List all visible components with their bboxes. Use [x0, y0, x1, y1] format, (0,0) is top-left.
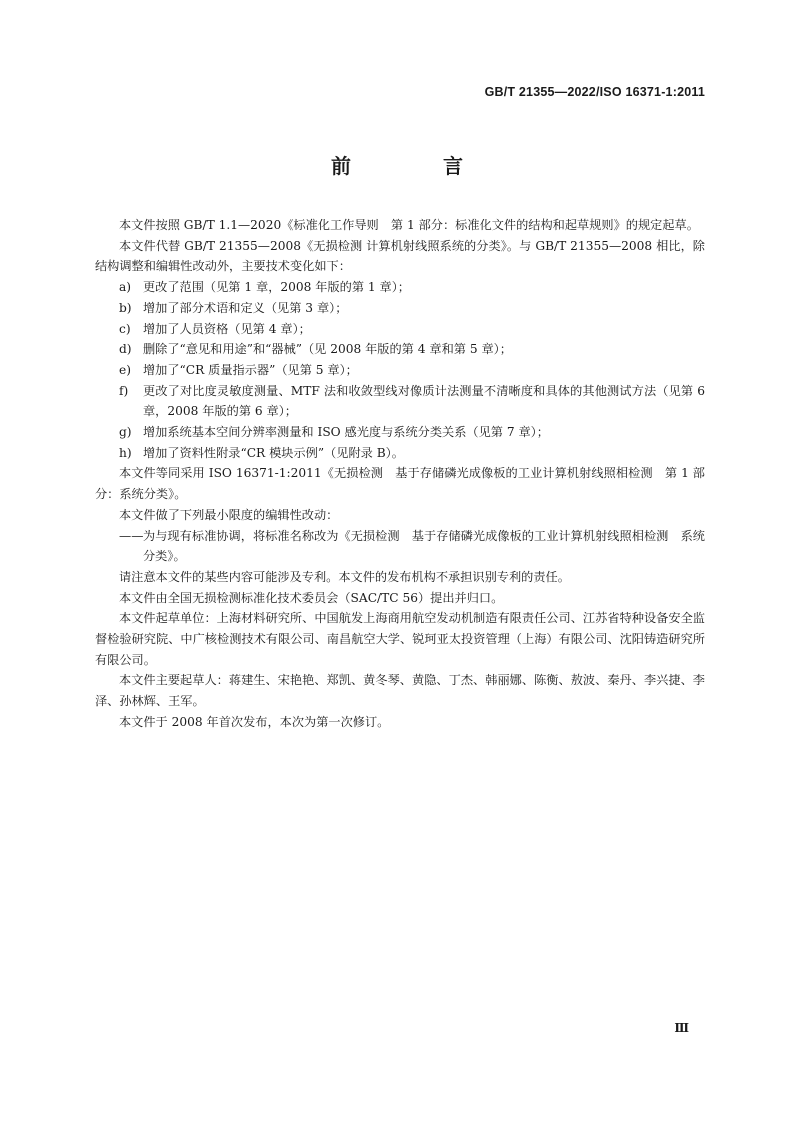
document-body: [95, 215, 705, 733]
list-item: b) 增加了部分术语和定义（见第 3 章）；: [119, 300, 348, 315]
list-item: g) 增加系统基本空间分辨率测量和 ISO 感光度与系统分类关系（见第 7 章）；: [119, 425, 549, 440]
list-item: —— 为与现有标准协调，将标准名称改为《无损检测 基于存储磷光成像板的工业计算机射线照相检测 系统分类》。: [119, 528, 705, 564]
page-title: 前 言: [331, 154, 499, 178]
list-item: e) 增加了“CR 质量指示器”（见第 5 章）；: [119, 362, 358, 377]
paragraph-patent-notice: 请注意本文件的某些内容可能涉及专利。本文件的发布机构不承担识别专利的责任。: [119, 569, 570, 584]
page-number: Ⅲ: [674, 1021, 689, 1035]
list-item: a) 更改了范围（见第 1 章，2008 年版的第 1 章）；: [119, 280, 410, 295]
list-item: f) 更改了对比度灵敏度测量、MTF 法和收敛型线对像质计法测量不清晰度和具体的其他测试方法（见第 6 章，2008 年版的第 6 章）；: [119, 383, 705, 419]
list-item: c) 增加了人员资格（见第 4 章）；: [119, 321, 311, 336]
list-item: d) 删除了“意见和用途”和“器械”（见 2008 年版的第 4 章和第 5 章）；: [119, 342, 512, 357]
paragraph-drafting-units: 本文件起草单位：上海材料研究所、中国航发上海商用航空发动机制造有限责任公司、江苏省特种设备安全监督检验研究院、中广核检测技术有限公司、南昌航空大学、锐珂亚太投资管理（上海）有限公司、沈阳铸造研究所有限公司。: [95, 611, 705, 667]
list-item: h) 增加了资料性附录“CR 模块示例”（见附录 B）。: [119, 445, 404, 460]
paragraph-drafting-rules: 本文件按照 GB/T 1.1—2020《标准化工作导则 第 1 部分：标准化文件的结构和起草规则》的规定起草。: [119, 218, 699, 232]
paragraph-history: 本文件于 2008 年首次发布，本次为第一次修订。: [119, 714, 390, 729]
paragraph-replaces: 本文件代替 GB/T 21355—2008《无损检测 计算机射线照系统的分类》。与 GB/T 21355—2008 相比，除结构调整和编辑性改动外，主要技术变化如下：: [95, 238, 705, 274]
paragraph-editorial-intro: 本文件做了下列最小限度的编辑性改动：: [119, 507, 339, 522]
paragraph-committee: 本文件由全国无损检测标准化技术委员会（SAC/TC 56）提出并归口。: [119, 590, 504, 605]
paragraph-drafters: 本文件主要起草人：蒋建生、宋艳艳、郑凯、黄冬琴、黄隐、丁杰、韩丽娜、陈衡、敖波、秦丹、李兴捷、李泽、孙林辉、王军。: [95, 673, 705, 709]
standard-number-header: GB/T 21355—2022/ISO 16371-1:2011: [484, 85, 705, 99]
paragraph-adoption: 本文件等同采用 ISO 16371-1:2011《无损检测 基于存储磷光成像板的工业计算机射线照相检测 第 1 部分：系统分类》。: [95, 466, 705, 502]
